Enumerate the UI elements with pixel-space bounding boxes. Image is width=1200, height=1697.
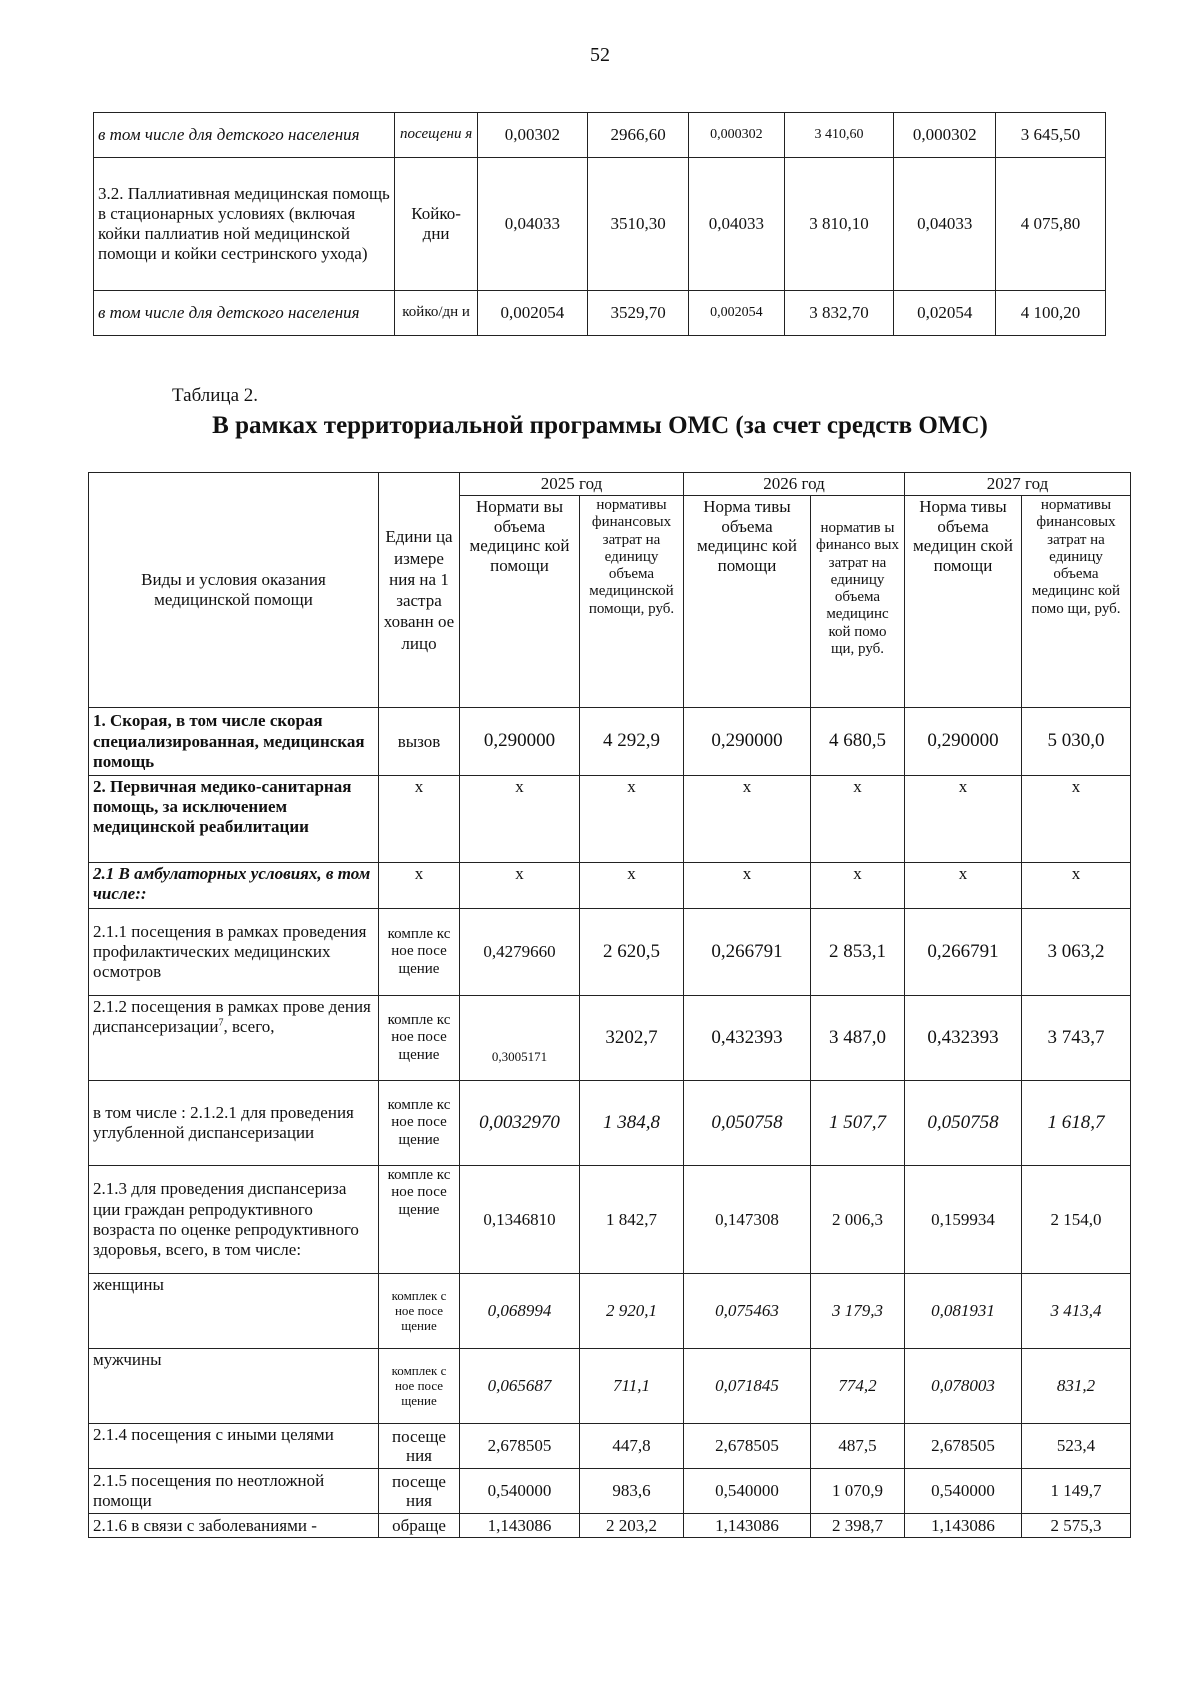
- cell-value: 0,02054: [894, 291, 996, 336]
- cell-value: 983,6: [580, 1469, 684, 1514]
- row-label: 3.2. Паллиативная медицинская помощь в стационарных условиях (включая койки паллиатив ной медицинской помощи и койки сестринского ухода): [94, 158, 395, 291]
- table-title: В рамках территориальной программы ОМС (за счет средств ОМС): [212, 412, 988, 439]
- row-label: [89, 996, 379, 1081]
- table-row: [89, 1424, 1131, 1469]
- cell-value: 3 832,70: [784, 291, 894, 336]
- table-row: [89, 863, 1131, 909]
- cell-value: 0,540000: [684, 1469, 811, 1514]
- cell-value: 1,143086: [684, 1514, 811, 1538]
- row-unit: посещени я: [395, 113, 477, 158]
- cell-value: 2,678505: [684, 1424, 811, 1469]
- cell-value: 5 030,0: [1022, 708, 1131, 776]
- cell-value: 0,04033: [689, 158, 784, 291]
- cell-value: 0,540000: [905, 1469, 1022, 1514]
- table-row: [89, 1349, 1131, 1424]
- row-unit: комплек с ное посе щение: [379, 1349, 460, 1424]
- cell-value: х: [580, 776, 684, 863]
- cell-value: х: [905, 776, 1022, 863]
- cell-value: 3510,30: [587, 158, 689, 291]
- cell-value: 1 507,7: [811, 1081, 905, 1166]
- cell-value: 3 743,7: [1022, 996, 1131, 1081]
- row-unit: посеще ния: [379, 1424, 460, 1469]
- table-oms-program: [88, 472, 1131, 1538]
- row-label: 2.1.6 в связи с заболеваниями -: [89, 1514, 379, 1538]
- cell-value: х: [811, 776, 905, 863]
- header-year-2027: 2027 год: [905, 473, 1131, 496]
- cell-value: 4 292,9: [580, 708, 684, 776]
- cell-value: х: [580, 863, 684, 909]
- table-row: [89, 708, 1131, 776]
- table-row: [94, 158, 1106, 291]
- table-row: [89, 1514, 1131, 1538]
- row-label: мужчины: [89, 1349, 379, 1424]
- row-label: женщины: [89, 1274, 379, 1349]
- cell-value: 4 100,20: [995, 291, 1105, 336]
- table-continuation: [93, 112, 1106, 336]
- table-caption: Таблица 2.: [172, 385, 259, 406]
- table-row: [89, 1081, 1131, 1166]
- row-label: 2.1.3 для проведения диспансериза ции граждан репродуктивного возраста по оценке репродуктивного здоровья, всего, в том числе:: [89, 1166, 379, 1274]
- cell-value: 3 063,2: [1022, 909, 1131, 996]
- header-volume: Норма тивы объема медицинс кой помощи: [684, 496, 811, 708]
- row-label: 1. Скорая, в том числе скорая специализированная, медицинская помощь: [89, 708, 379, 776]
- cell-value: 2 620,5: [580, 909, 684, 996]
- cell-value: 4 075,80: [995, 158, 1105, 291]
- row-unit: х: [379, 776, 460, 863]
- cell-value: х: [684, 776, 811, 863]
- cell-value: 3 413,4: [1022, 1274, 1131, 1349]
- cell-value: 1,143086: [460, 1514, 580, 1538]
- cell-value: 0,0032970: [460, 1081, 580, 1166]
- cell-value: 0,071845: [684, 1349, 811, 1424]
- row-unit: х: [379, 863, 460, 909]
- cell-value: 1 384,8: [580, 1081, 684, 1166]
- row-unit: комплек с ное посе щение: [379, 1274, 460, 1349]
- row-unit: вызов: [379, 708, 460, 776]
- cell-value: 2 203,2: [580, 1514, 684, 1538]
- header-year-2026: 2026 год: [684, 473, 905, 496]
- header-year-2025: 2025 год: [460, 473, 684, 496]
- cell-value: 0,266791: [684, 909, 811, 996]
- cell-value: 0,075463: [684, 1274, 811, 1349]
- cell-value: 0,432393: [905, 996, 1022, 1081]
- cell-value: 1 149,7: [1022, 1469, 1131, 1514]
- row-unit: компле кс ное посе щение: [379, 996, 460, 1081]
- row-unit: Койко-дни: [395, 158, 477, 291]
- cell-value: х: [811, 863, 905, 909]
- row-label: в том числе для детского населения: [94, 291, 395, 336]
- cell-value: 0,065687: [460, 1349, 580, 1424]
- header-row: [89, 473, 1131, 496]
- row-unit: компле кс ное посе щение: [379, 1081, 460, 1166]
- header-finance: нормативы финансовых затрат на единицу объема медицинской помощи, руб.: [580, 496, 684, 708]
- cell-value: 0,050758: [684, 1081, 811, 1166]
- row-unit: посеще ния: [379, 1469, 460, 1514]
- cell-value: 523,4: [1022, 1424, 1131, 1469]
- cell-value: х: [460, 776, 580, 863]
- row-unit: компле кс ное посе щение: [379, 909, 460, 996]
- cell-value: 0,4279660: [460, 909, 580, 996]
- cell-value: 487,5: [811, 1424, 905, 1469]
- footnote-ref: 7: [218, 1017, 224, 1029]
- cell-value: 2 920,1: [580, 1274, 684, 1349]
- header-finance: норматив ы финансо вых затрат на единицу объема медицинс кой помо щи, руб.: [811, 496, 905, 708]
- row-label: 2.1.5 посещения по неотложной помощи: [89, 1469, 379, 1514]
- cell-value: 0,432393: [684, 996, 811, 1081]
- cell-value: 711,1: [580, 1349, 684, 1424]
- cell-value: 3 179,3: [811, 1274, 905, 1349]
- row-label: 2.1.4 посещения с иными целями: [89, 1424, 379, 1469]
- cell-value: 0,078003: [905, 1349, 1022, 1424]
- cell-value: 2 398,7: [811, 1514, 905, 1538]
- cell-value: 0,290000: [905, 708, 1022, 776]
- cell-value: х: [1022, 776, 1131, 863]
- cell-value: 0,04033: [477, 158, 587, 291]
- cell-value: 1,143086: [905, 1514, 1022, 1538]
- table-row: [94, 113, 1106, 158]
- cell-value: 1 070,9: [811, 1469, 905, 1514]
- table-row: [94, 291, 1106, 336]
- page-number: 52: [590, 44, 610, 66]
- table-row: [89, 1274, 1131, 1349]
- row-unit: койко/дн и: [395, 291, 477, 336]
- cell-value: 1 842,7: [580, 1166, 684, 1274]
- cell-value: 0,540000: [460, 1469, 580, 1514]
- cell-value: 0,159934: [905, 1166, 1022, 1274]
- cell-value: 0,3005171: [460, 996, 580, 1081]
- cell-value: х: [460, 863, 580, 909]
- cell-value: 3 645,50: [995, 113, 1105, 158]
- row-label: в том числе : 2.1.2.1 для проведения углубленной диспансеризации: [89, 1081, 379, 1166]
- row-label: 2.1.1 посещения в рамках проведения профилактических медицинских осмотров: [89, 909, 379, 996]
- cell-value: 0,000302: [689, 113, 784, 158]
- table-row: [89, 996, 1131, 1081]
- cell-value: 3 410,60: [784, 113, 894, 158]
- cell-value: 2 154,0: [1022, 1166, 1131, 1274]
- cell-value: 2966,60: [587, 113, 689, 158]
- table-row: [89, 1469, 1131, 1514]
- table-row: [89, 1166, 1131, 1274]
- cell-value: 3529,70: [587, 291, 689, 336]
- cell-value: 1 618,7: [1022, 1081, 1131, 1166]
- cell-value: 0,00302: [477, 113, 587, 158]
- cell-value: 0,002054: [689, 291, 784, 336]
- cell-value: 2,678505: [905, 1424, 1022, 1469]
- table-row: [89, 909, 1131, 996]
- cell-value: 0,000302: [894, 113, 996, 158]
- row-label: 2.1 В амбулаторных условиях, в том числе::: [89, 863, 379, 909]
- cell-value: 3 487,0: [811, 996, 905, 1081]
- row-unit: компле кс ное посе щение: [379, 1166, 460, 1274]
- row-label: 2. Первичная медико-санитарная помощь, за исключением медицинской реабилитации: [89, 776, 379, 863]
- cell-value: 774,2: [811, 1349, 905, 1424]
- cell-value: 0,050758: [905, 1081, 1022, 1166]
- cell-value: 0,1346810: [460, 1166, 580, 1274]
- cell-value: 0,068994: [460, 1274, 580, 1349]
- cell-value: 3 810,10: [784, 158, 894, 291]
- cell-value: 0,04033: [894, 158, 996, 291]
- cell-value: 4 680,5: [811, 708, 905, 776]
- cell-value: 0,081931: [905, 1274, 1022, 1349]
- header-volume: Нормати вы объема медицинс кой помощи: [460, 496, 580, 708]
- header-type: Виды и условия оказания медицинской помощи: [89, 473, 379, 708]
- cell-value: 0,290000: [460, 708, 580, 776]
- cell-value: 0,290000: [684, 708, 811, 776]
- header-volume: Норма тивы объема медицин ской помощи: [905, 496, 1022, 708]
- header-finance: нормативы финансовых затрат на единицу объема медицинс кой помо щи, руб.: [1022, 496, 1131, 708]
- cell-value: х: [684, 863, 811, 909]
- cell-value: 3202,7: [580, 996, 684, 1081]
- row-label-text: 2.1.2 посещения в рамках прове дения диспансеризации: [93, 997, 371, 1037]
- cell-value: 2 853,1: [811, 909, 905, 996]
- cell-value: 2 575,3: [1022, 1514, 1131, 1538]
- cell-value: х: [1022, 863, 1131, 909]
- row-label: в том числе для детского населения: [94, 113, 395, 158]
- cell-value: 447,8: [580, 1424, 684, 1469]
- cell-value: 0,266791: [905, 909, 1022, 996]
- row-label-tail: , всего,: [223, 1017, 275, 1037]
- table-row: [89, 776, 1131, 863]
- cell-value: 831,2: [1022, 1349, 1131, 1424]
- header-unit: Едини ца измере ния на 1 застра хованн ое лицо: [379, 473, 460, 708]
- cell-value: 0,147308: [684, 1166, 811, 1274]
- cell-value: 0,002054: [477, 291, 587, 336]
- row-unit: обраще: [379, 1514, 460, 1538]
- cell-value: 2,678505: [460, 1424, 580, 1469]
- cell-value: 2 006,3: [811, 1166, 905, 1274]
- cell-value: х: [905, 863, 1022, 909]
